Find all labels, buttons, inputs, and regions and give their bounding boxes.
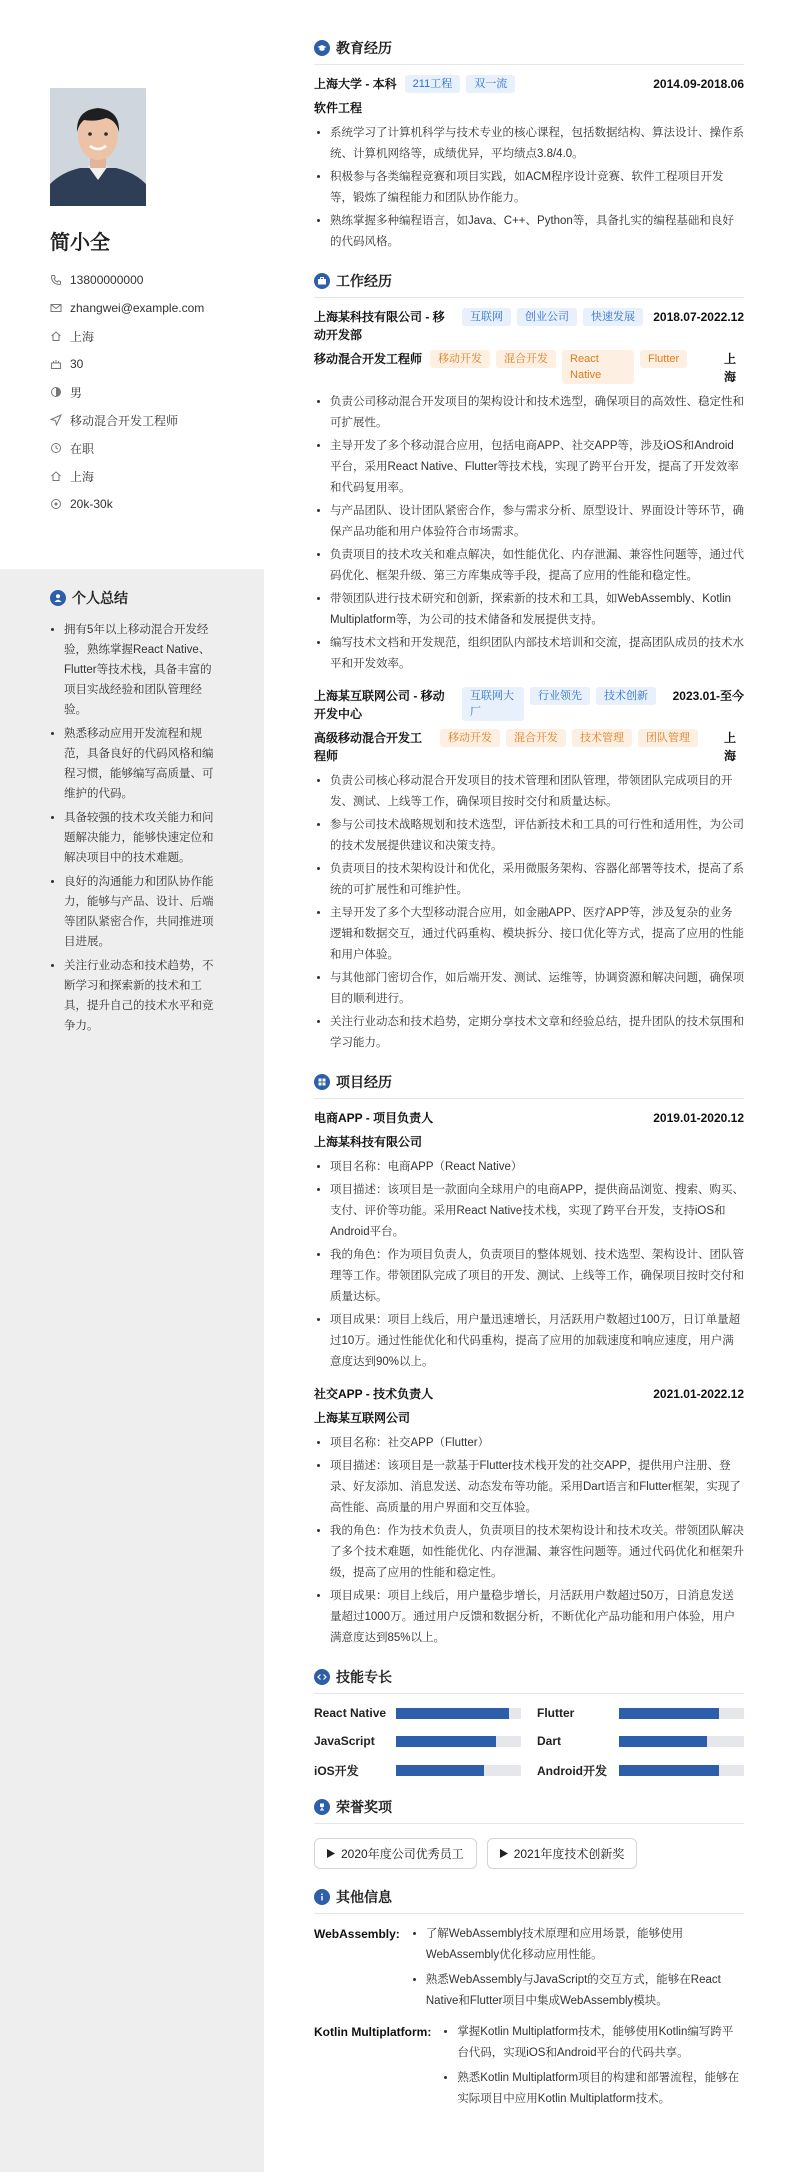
bullet-item: • 项目名称：社交APP（Flutter） <box>330 1433 744 1454</box>
summary-title <box>50 588 220 608</box>
email-icon <box>50 302 62 314</box>
tag: 混合开发 <box>496 350 556 368</box>
contact-status <box>50 434 250 462</box>
contact-phone <box>50 266 250 294</box>
job-location: 上海 <box>724 352 737 384</box>
tag: 移动开发 <box>430 350 490 368</box>
contact-position <box>50 406 250 434</box>
company-name: 上海某互联网公司 - 移动开发中心 <box>314 689 445 721</box>
status-icon <box>50 442 62 454</box>
bullet-item: • 主导开发了多个移动混合应用，包括电商APP、社交APP等，涉及iOS和Android平台，采用React Native、Flutter等技术栈，实现了跨平台开发，提高了开发效率和代码复用率。 <box>330 436 744 499</box>
skill-name: Flutter <box>537 1706 575 1720</box>
job-entry <box>314 308 744 675</box>
avatar <box>50 88 146 206</box>
skill-bar <box>619 1736 744 1747</box>
skill-fill <box>396 1708 509 1719</box>
contact-gender <box>50 378 250 406</box>
tag: 移动开发 <box>440 729 500 747</box>
section-divider <box>314 1913 744 1914</box>
job-date: 2023.01-至今 <box>672 689 744 703</box>
skills-title <box>314 1667 744 1687</box>
projects-section <box>314 1072 744 1649</box>
skill-fill <box>619 1736 707 1747</box>
work-title-text: 工作经历 <box>336 273 392 289</box>
skills-section <box>314 1667 744 1779</box>
bullet-item: • 系统学习了计算机科学与技术专业的核心课程，包括数据结构、算法设计、操作系统、计算机网络等，成绩优异，平均绩点3.8/4.0。 <box>330 123 744 165</box>
project-bullets <box>314 1157 744 1373</box>
bullet-item: • 带领团队进行技术研究和创新，探索新的技术和工具，如WebAssembly、Kotlin Multiplatform等，为公司的技术储备和发展提供支持。 <box>330 589 744 631</box>
skill-name: Dart <box>537 1734 562 1748</box>
skill-name: React Native <box>314 1706 387 1720</box>
education-date: 2014.09-2018.06 <box>653 77 744 91</box>
trophy-icon <box>314 1799 330 1815</box>
skill-bar <box>619 1765 744 1776</box>
project-entry <box>314 1109 744 1373</box>
project-company: 上海某互联网公司 <box>314 1411 411 1425</box>
graduation-cap-icon <box>314 40 330 56</box>
main-content <box>314 38 744 2132</box>
award-item <box>314 1838 477 1869</box>
tag: 技术管理 <box>572 729 632 747</box>
company-name: 上海某科技有限公司 - 移动开发部 <box>314 310 445 342</box>
play-icon <box>327 1849 335 1858</box>
tag: 混合开发 <box>506 729 566 747</box>
contact-salary <box>50 490 250 518</box>
skill-bar <box>396 1736 521 1747</box>
bullet-item: • 项目描述：该项目是一款基于Flutter技术栈开发的社交APP，提供用户注册、登录、好友添加、消息发送、动态发布等功能。采用Dart语言和Flutter框架，实现了高性能、高质量的用户界面和交互体验。 <box>330 1456 744 1519</box>
gender-icon <box>50 386 62 398</box>
project-name: 社交APP - 技术负责人 <box>314 1387 434 1401</box>
summary-title-text: 个人总结 <box>72 590 128 606</box>
skill-bar <box>396 1708 521 1719</box>
profile-name: 简小全 <box>50 232 110 254</box>
tag: 团队管理 <box>638 729 698 747</box>
bullet-item: • 负责公司核心移动混合开发项目的技术管理和团队管理，带领团队完成项目的开发、测试、上线等工作，确保项目按时交付和质量达标。 <box>330 771 744 813</box>
section-divider <box>314 1823 744 1824</box>
bullet-item: • 编写技术文档和开发规范，组织团队内部技术培训和交流，提高团队成员的技术水平和开发效率。 <box>330 633 744 675</box>
work-title <box>314 271 744 291</box>
contact-text: 男 <box>70 385 83 400</box>
skill-name: Android开发 <box>537 1764 607 1778</box>
contact-age <box>50 350 250 378</box>
summary-item: • 熟悉移动应用开发流程和规范，具备良好的代码风格和编程习惯，能够编写高质量、可维护的代码。 <box>64 724 220 804</box>
bullet-item: • 主导开发了多个大型移动混合应用，如金融APP、医疗APP等，涉及复杂的业务逻辑和数据交互，通过代码重构、模块拆分、接口优化等方式，提高了应用的性能和用户体验。 <box>330 903 744 966</box>
other-section <box>314 1887 744 2114</box>
skills-grid <box>314 1704 744 1779</box>
role-tags <box>432 729 724 747</box>
project-company: 上海某科技有限公司 <box>314 1135 423 1149</box>
education-title <box>314 38 744 58</box>
bullet-item: • 关注行业动态和技术趋势，定期分享技术文章和经验总结，提升团队的技术氛围和学习能力。 <box>330 1012 744 1054</box>
bullet-item: • 熟练掌握多种编程语言，如Java、C++、Python等，具备扎实的编程基础和良好的代码风格。 <box>330 211 744 253</box>
skill-bar <box>619 1708 744 1719</box>
sidebar <box>0 0 264 2172</box>
education-entry <box>314 75 744 253</box>
education-tags <box>397 75 654 93</box>
contact-text: 移动混合开发工程师 <box>70 413 179 428</box>
other-row <box>314 1924 744 2016</box>
section-divider <box>314 64 744 65</box>
section-divider <box>314 1693 744 1694</box>
briefcase-icon <box>314 273 330 289</box>
skill-name: JavaScript <box>314 1734 375 1748</box>
age-icon <box>50 358 62 370</box>
skill-fill <box>619 1708 719 1719</box>
skill-bar <box>396 1765 521 1776</box>
work-section <box>314 271 744 1054</box>
other-label: Kotlin Multiplatform: <box>314 2025 432 2039</box>
awards-list <box>314 1834 744 1869</box>
bullet-item: • 我的角色：作为技术负责人，负责项目的技术架构设计和技术攻关。带领团队解决了多个技术难题，如性能优化、内存泄漏、兼容性问题等。通过代码优化和框架升级，提高了应用的性能和稳定性。 <box>330 1521 744 1584</box>
school-name: 上海大学 - 本科 <box>314 77 397 91</box>
project-date: 2021.01-2022.12 <box>653 1387 744 1401</box>
job-date: 2018.07-2022.12 <box>653 310 744 324</box>
bullet-item: • 与其他部门密切合作，如后端开发、测试、运维等，协调资源和解决问题，确保项目的顺利进行。 <box>330 968 744 1010</box>
tag: 快速发展 <box>583 308 643 326</box>
bullet-item: • 积极参与各类编程竞赛和项目实践，如ACM程序设计竞赛、软件工程项目开发等，锻炼了编程能力和团队协作能力。 <box>330 167 744 209</box>
tag: Flutter <box>640 350 687 368</box>
summary-item: • 良好的沟通能力和团队协作能力，能够与产品、设计、后端等团队紧密合作，共同推进项目进展。 <box>64 872 220 952</box>
other-title <box>314 1887 744 1907</box>
home-icon <box>50 330 62 342</box>
summary-item: • 拥有5年以上移动混合开发经验，熟练掌握React Native、Flutter等技术栈，具备丰富的项目实战经验和团队管理经验。 <box>64 620 220 720</box>
skill-name: iOS开发 <box>314 1764 359 1778</box>
bullet-item: • 了解WebAssembly技术原理和应用场景，能够使用WebAssembly优化移动应用性能。 <box>426 1924 744 1966</box>
education-bullets <box>314 123 744 253</box>
bullet-item: • 项目描述：该项目是一款面向全球用户的电商APP，提供商品浏览、搜索、购买、支付、评价等功能。采用React Native技术栈，实现了跨平台开发，支持iOS和Android平台。 <box>330 1180 744 1243</box>
education-title-text: 教育经历 <box>336 40 392 56</box>
bullet-item: • 负责公司移动混合开发项目的架构设计和技术选型，确保项目的高效性、稳定性和可扩展性。 <box>330 392 744 434</box>
phone-icon <box>50 274 62 286</box>
role-tags <box>422 350 724 384</box>
bullet-item: • 与产品团队、设计团队紧密合作，参与需求分析、原型设计、界面设计等环节，确保产品功能和用户体验符合市场需求。 <box>330 501 744 543</box>
user-icon <box>50 590 66 606</box>
job-role: 高级移动混合开发工程师 <box>314 731 423 763</box>
tag: React Native <box>562 350 634 384</box>
tag: 行业领先 <box>530 687 590 705</box>
other-row <box>314 2022 744 2114</box>
skill-fill <box>396 1736 496 1747</box>
info-icon <box>314 1889 330 1905</box>
contact-location <box>50 462 250 490</box>
awards-title-text: 荣誉奖项 <box>336 1799 392 1815</box>
contact-text: 上海 <box>70 329 95 344</box>
tag: 互联网大厂 <box>462 687 524 721</box>
other-list <box>435 2022 744 2114</box>
bullet-item: • 项目成果：项目上线后，用户量迅速增长，月活跃用户数超过100万，日订单量超过10万。通过性能优化和代码重构，提高了应用的加载速度和响应速度，用户满意度达到90%以上。 <box>330 1310 744 1373</box>
skill-item <box>537 1706 744 1720</box>
avatar-photo-icon <box>50 88 146 206</box>
awards-section <box>314 1797 744 1869</box>
tag: 双一流 <box>466 75 515 93</box>
education-major: 软件工程 <box>314 101 363 115</box>
tag: 技术创新 <box>596 687 656 705</box>
project-entry <box>314 1385 744 1649</box>
contact-text: 在职 <box>70 441 95 456</box>
award-item <box>487 1838 638 1869</box>
company-tags <box>454 687 673 721</box>
bullet-item: • 参与公司技术战略规划和技术选型，评估新技术和工具的可行性和适用性，为公司的技术发展提供建议和决策支持。 <box>330 815 744 857</box>
location-icon <box>50 470 62 482</box>
position-icon <box>50 414 62 426</box>
job-bullets <box>314 392 744 675</box>
skill-fill <box>619 1765 719 1776</box>
tag: 创业公司 <box>517 308 577 326</box>
award-text: 2020年度公司优秀员工 <box>341 1847 464 1861</box>
bullet-item: • 负责项目的技术攻关和难点解决，如性能优化、内存泄漏、兼容性问题等，通过代码优化、框架升级、第三方库集成等手段，提高了应用的性能和稳定性。 <box>330 545 744 587</box>
bullet-item: • 项目名称：电商APP（React Native） <box>330 1157 744 1178</box>
contact-text: zhangwei@example.com <box>70 301 205 315</box>
grid-icon <box>314 1074 330 1090</box>
summary-item: • 关注行业动态和技术趋势，不断学习和探索新的技术和工具，提升自己的技术水平和竞争力。 <box>64 956 220 1036</box>
company-tags <box>454 308 653 326</box>
bullet-item: • 负责项目的技术架构设计和优化，采用微服务架构、容器化部署等技术，提高了系统的可扩展性和可维护性。 <box>330 859 744 901</box>
bullet-item: • 掌握Kotlin Multiplatform技术，能够使用Kotlin编写跨平台代码，实现iOS和Android平台的代码共享。 <box>457 2022 744 2064</box>
skills-title-text: 技能专长 <box>336 1669 392 1685</box>
awards-title <box>314 1797 744 1817</box>
contact-email <box>50 294 250 322</box>
job-location: 上海 <box>724 731 737 763</box>
contact-text: 13800000000 <box>70 273 144 287</box>
projects-title-text: 项目经历 <box>336 1074 392 1090</box>
tag: 211工程 <box>405 75 461 93</box>
skill-item <box>314 1706 521 1720</box>
skill-item <box>537 1762 744 1779</box>
contact-list <box>50 266 250 518</box>
job-role: 移动混合开发工程师 <box>314 352 423 366</box>
skill-item <box>537 1734 744 1748</box>
section-divider <box>314 1098 744 1099</box>
contact-home <box>50 322 250 350</box>
tag: 互联网 <box>462 308 511 326</box>
project-bullets <box>314 1433 744 1649</box>
salary-icon <box>50 498 62 510</box>
section-divider <box>314 297 744 298</box>
job-entry <box>314 687 744 1054</box>
bullet-item: • 熟悉WebAssembly与JavaScript的交互方式，能够在React Native和Flutter项目中集成WebAssembly模块。 <box>426 1970 744 2012</box>
job-bullets <box>314 771 744 1054</box>
bullet-item: • 我的角色：作为项目负责人，负责项目的整体规划、技术选型、架构设计、团队管理等工作。带领团队完成了项目的开发、测试、上线等工作，确保项目按时交付和质量达标。 <box>330 1245 744 1308</box>
code-icon <box>314 1669 330 1685</box>
project-date: 2019.01-2020.12 <box>653 1111 744 1125</box>
contact-text: 20k-30k <box>70 497 113 511</box>
education-section <box>314 38 744 253</box>
contact-text: 30 <box>70 357 84 371</box>
skill-fill <box>396 1765 484 1776</box>
award-text: 2021年度技术创新奖 <box>513 1847 625 1861</box>
projects-title <box>314 1072 744 1092</box>
skill-item <box>314 1762 521 1779</box>
other-title-text: 其他信息 <box>336 1889 392 1905</box>
contact-text: 上海 <box>70 469 95 484</box>
project-name: 电商APP - 项目负责人 <box>314 1111 434 1125</box>
skill-item <box>314 1734 521 1748</box>
bullet-item: • 项目成果：项目上线后，用户量稳步增长，月活跃用户数超过50万，日消息发送量超过1000万。通过用户反馈和数据分析，不断优化产品功能和用户体验，用户满意度达到85%以上。 <box>330 1586 744 1649</box>
other-label: WebAssembly: <box>314 1927 400 1941</box>
bullet-item: • 熟悉Kotlin Multiplatform项目的构建和部署流程，能够在实际项目中应用Kotlin Multiplatform技术。 <box>457 2068 744 2110</box>
summary-section <box>50 588 220 1040</box>
play-icon <box>500 1849 508 1858</box>
summary-item: • 具备较强的技术攻关能力和问题解决能力，能够快速定位和解决项目中的技术难题。 <box>64 808 220 868</box>
other-list <box>404 1924 744 2016</box>
summary-list <box>50 620 220 1036</box>
